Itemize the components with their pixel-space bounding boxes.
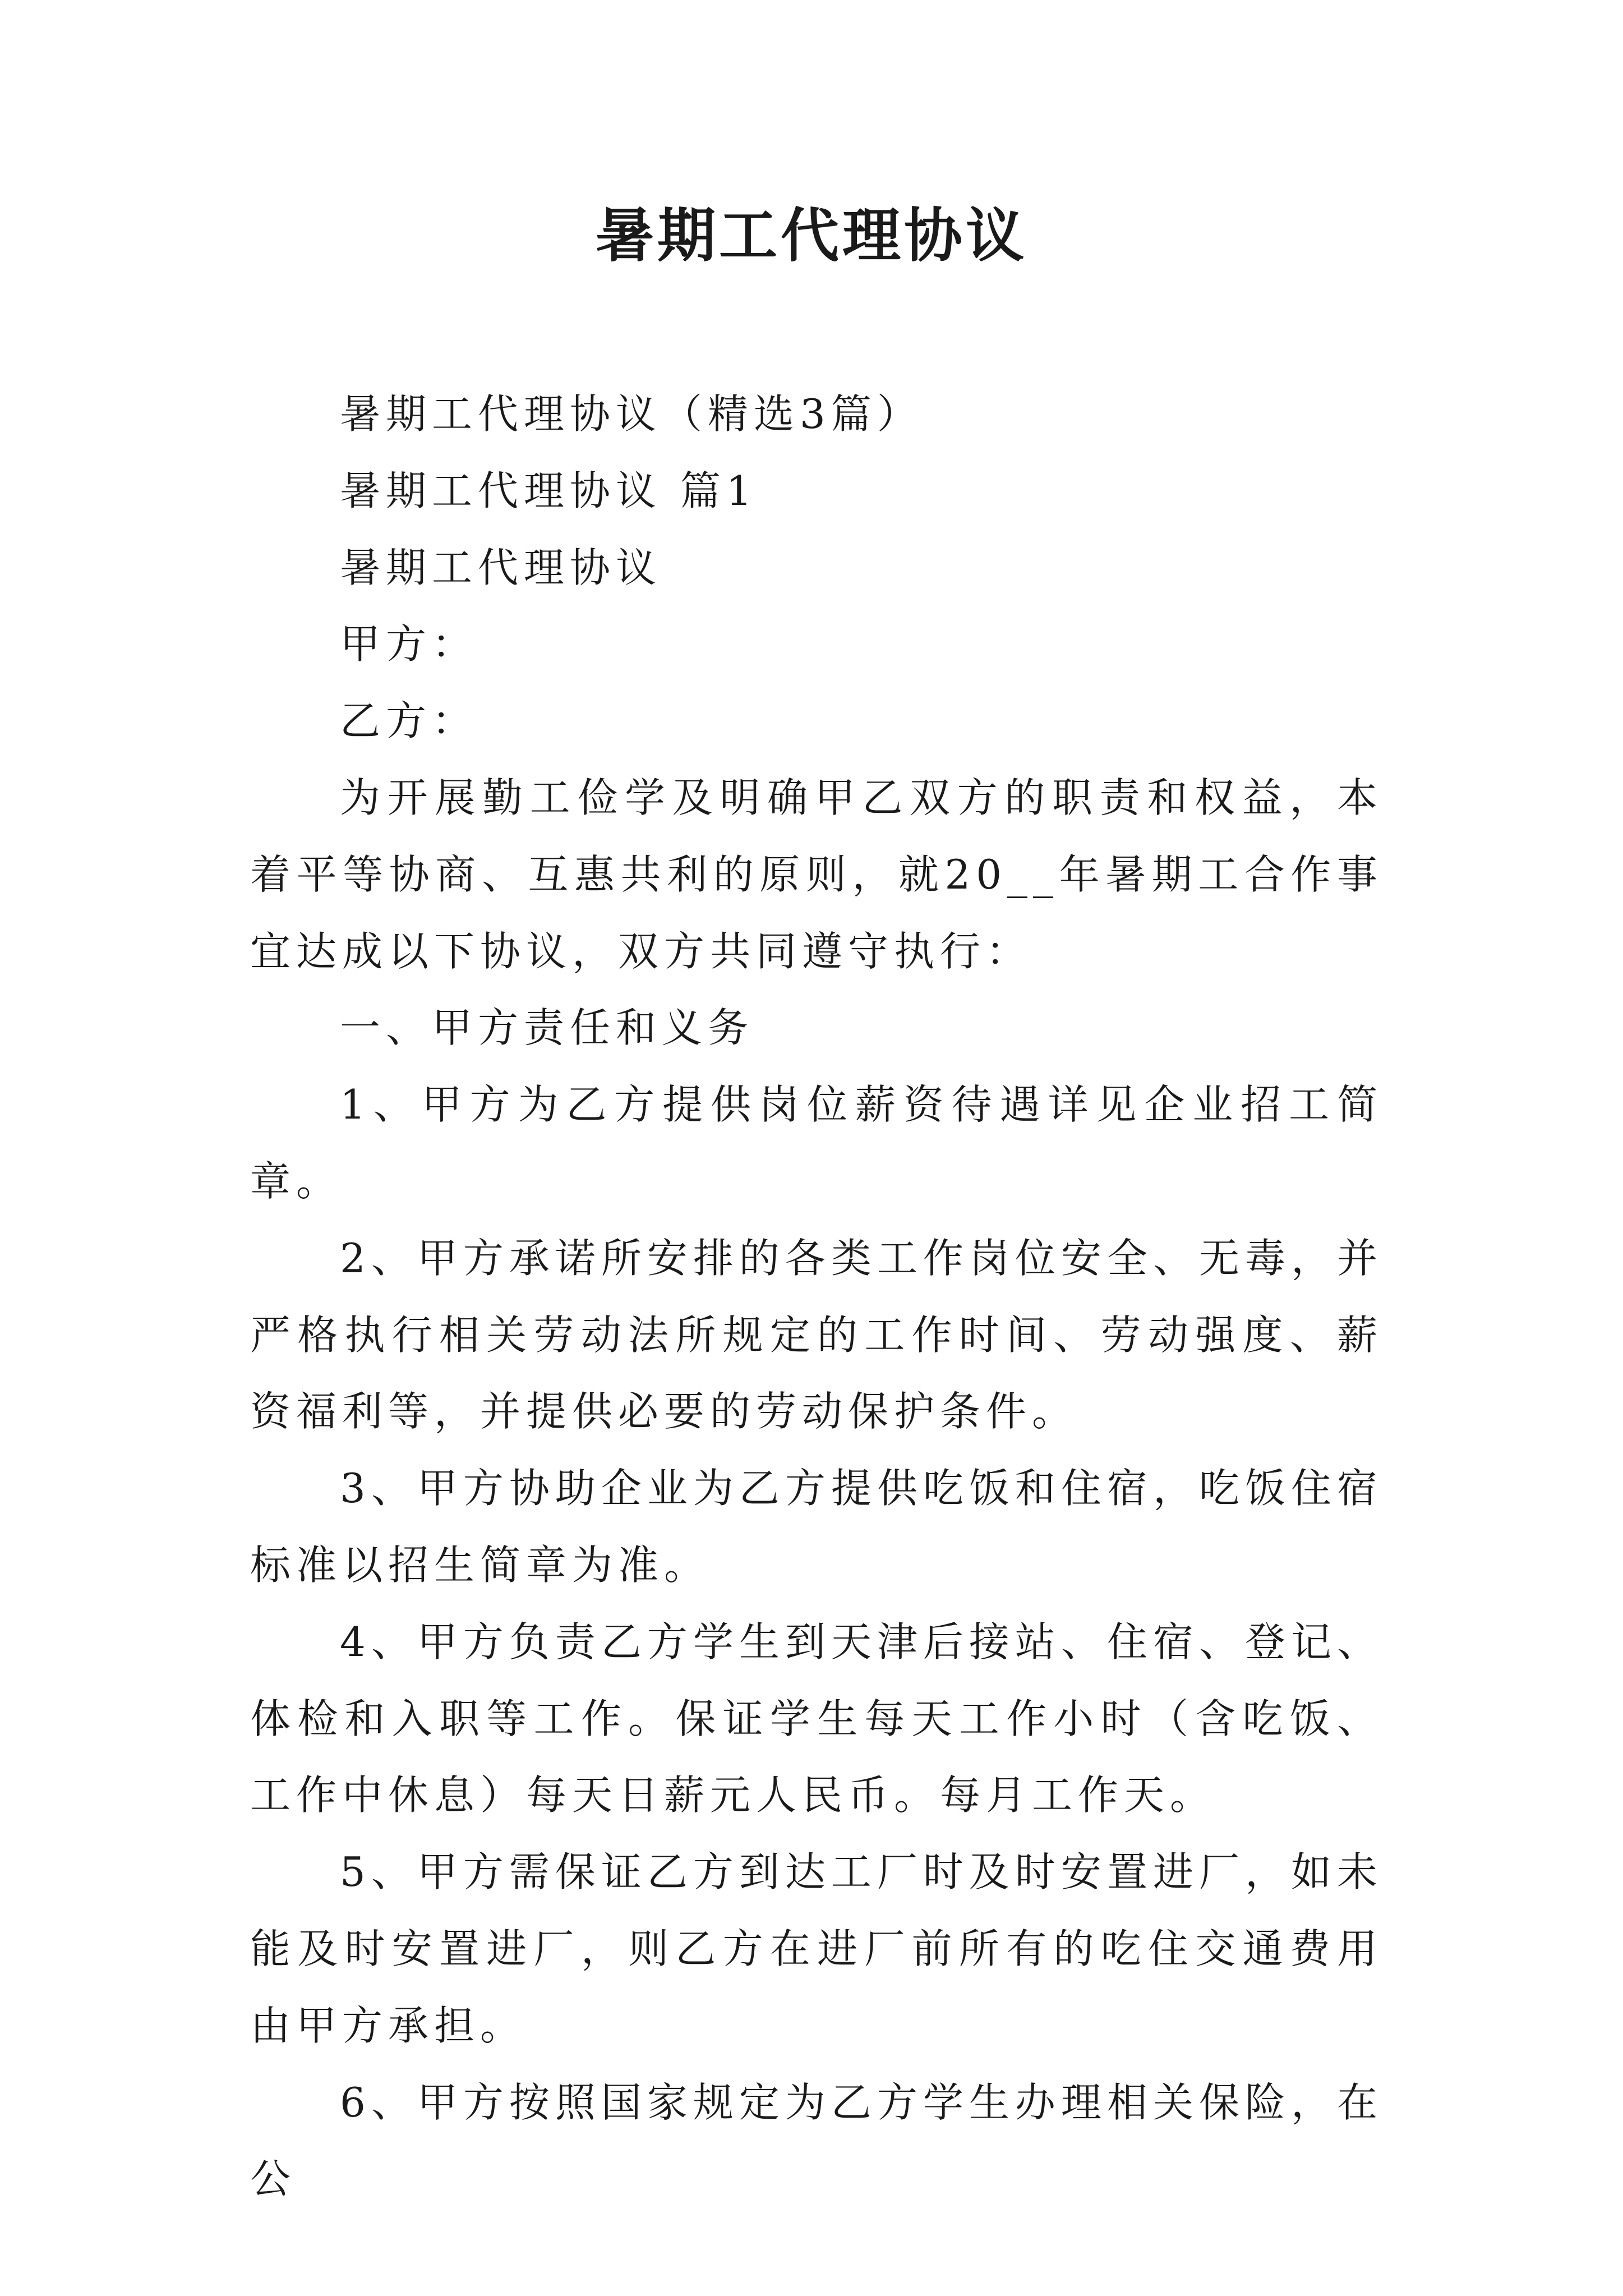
- paragraph-agreement-name: 暑期工代理协议: [340, 544, 662, 591]
- paragraph-clause-2: 2、甲方承诺所安排的各类工作岗位安全、无毒，并严格执行相关劳动法所规定的工作时间、劳动强度、薪资福利等，并提供必要的劳动保护条件。: [250, 1234, 1383, 1435]
- document-body: [250, 376, 1383, 2217]
- paragraph-preamble: 为开展勤工俭学及明确甲乙双方的职责和权益，本着平等协商、互惠共利的原则，就20__年暑期工合作事宜达成以下协议，双方共同遵守执行：: [250, 774, 1383, 975]
- paragraph-party-b: 乙方：: [340, 697, 478, 745]
- paragraph-clause-4: 4、甲方负责乙方学生到天津后接站、住宿、登记、体检和入职等工作。保证学生每天工作小时（含吃饭、工作中休息）每天日薪元人民币。每月工作天。: [250, 1618, 1383, 1819]
- paragraph-clause-heading: 一、甲方责任和义务: [340, 1004, 754, 1052]
- paragraph-clause-1: 1、甲方为乙方提供岗位薪资待遇详见企业招工简章。: [250, 1081, 1383, 1205]
- paragraph-section-heading: 暑期工代理协议 篇1: [340, 467, 758, 514]
- paragraph-clause-6: 6、甲方按照国家规定为乙方学生办理相关保险，在公: [250, 2078, 1383, 2203]
- paragraph-clause-3: 3、甲方协助企业为乙方提供吃饭和住宿，吃饭住宿标准以招生简章为准。: [250, 1465, 1383, 1589]
- paragraph-party-a: 甲方：: [340, 620, 478, 668]
- paragraph-subtitle: 暑期工代理协议（精选3篇）: [340, 390, 923, 438]
- paragraph-clause-5: 5、甲方需保证乙方到达工厂时及时安置进厂，如未能及时安置进厂，则乙方在进厂前所有的吃住交通费用由甲方承担。: [250, 1848, 1383, 2049]
- document-title: 暑期工代理协议: [595, 201, 1027, 270]
